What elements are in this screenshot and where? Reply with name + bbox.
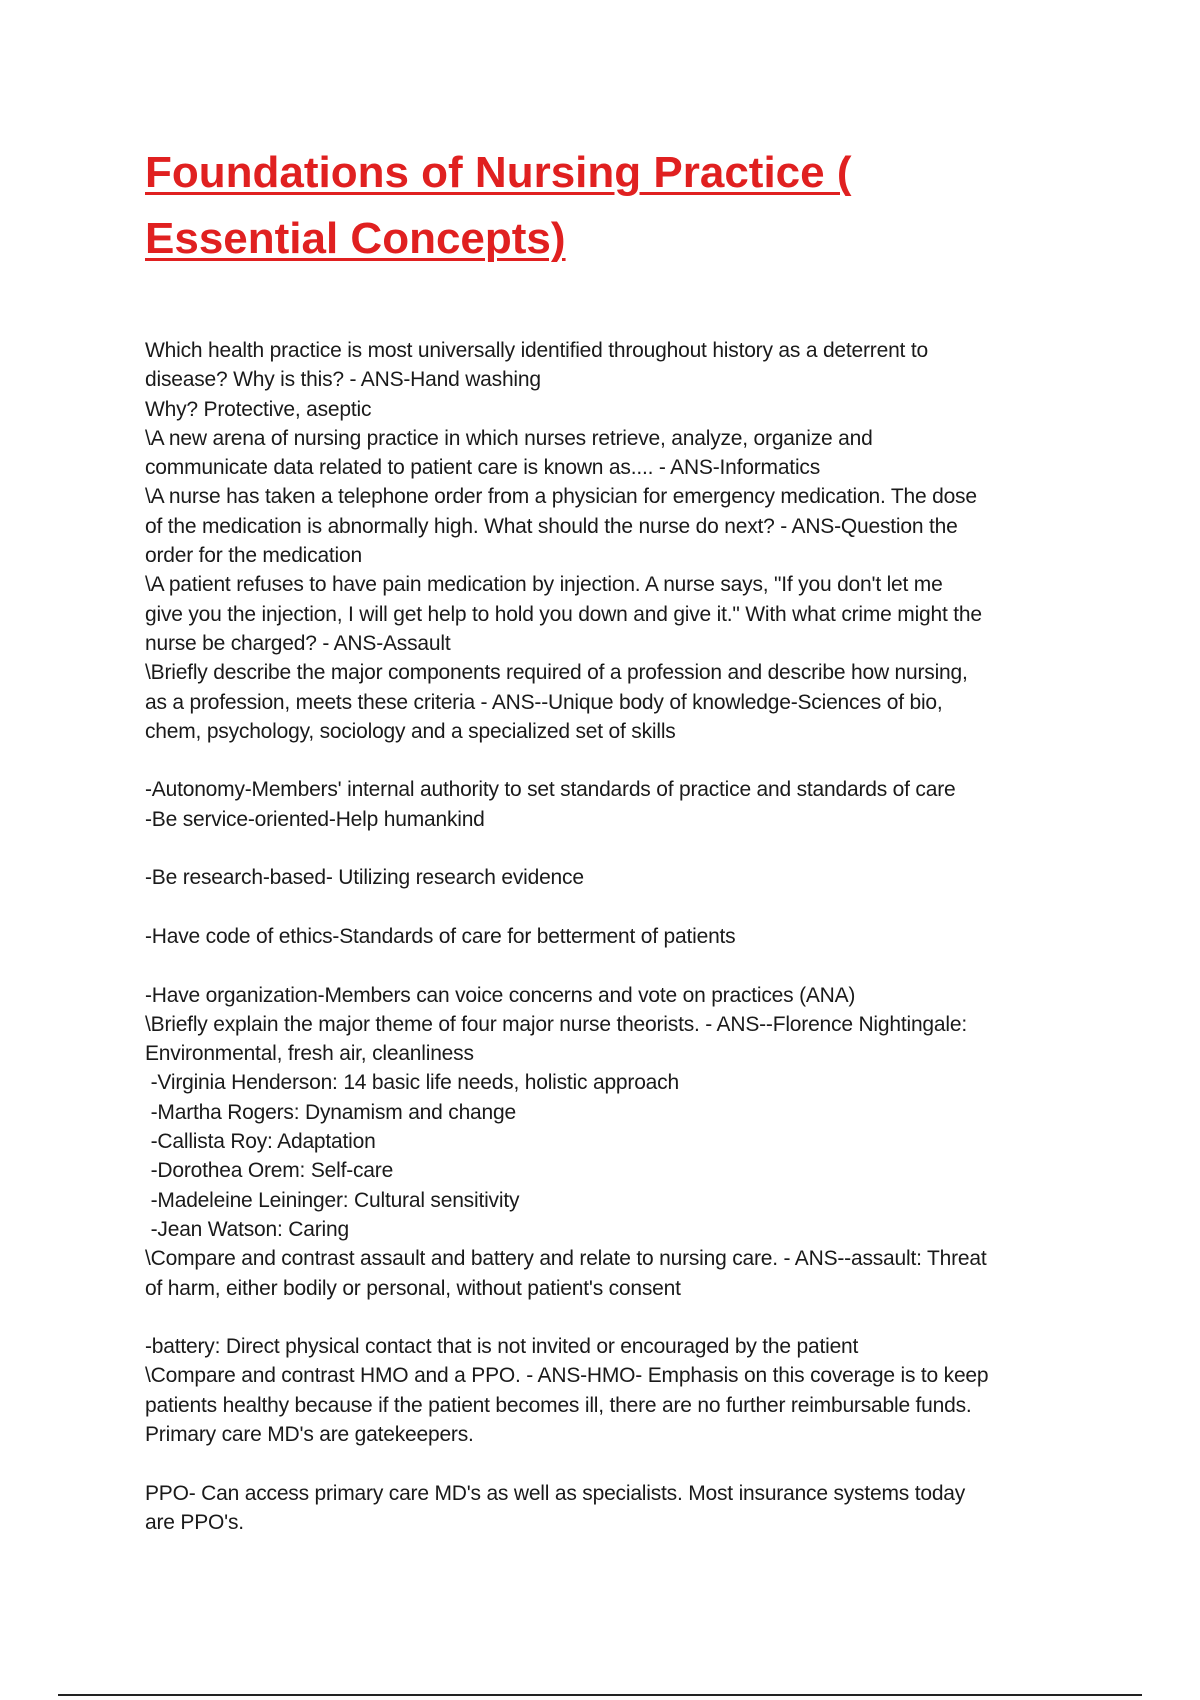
text-line: disease? Why is this? - ANS-Hand washing bbox=[145, 368, 541, 392]
text-line: -Jean Watson: Caring bbox=[145, 1217, 349, 1241]
text-line: -Have code of ethics-Standards of care for betterment of patients bbox=[145, 924, 736, 948]
text-line: \Briefly explain the major theme of four major nurse theorists. - ANS--Florence Nightingale: bbox=[145, 1012, 967, 1036]
document-title bbox=[145, 140, 1045, 272]
text-line: \A nurse has taken a telephone order from a physician for emergency medication. The dose bbox=[145, 485, 977, 509]
document-body bbox=[145, 336, 1065, 1537]
text-line: -Madeleine Leininger: Cultural sensitivity bbox=[145, 1188, 520, 1212]
text-line: -Be service-oriented-Help humankind bbox=[145, 807, 485, 831]
text-line: -Callista Roy: Adaptation bbox=[145, 1130, 376, 1154]
text-line: give you the injection, I will get help to hold you down and give it." With what crime might the bbox=[145, 602, 982, 626]
text-line: Why? Protective, aseptic bbox=[145, 397, 372, 421]
text-line: PPO- Can access primary care MD's as well as specialists. Most insurance systems today bbox=[145, 1481, 966, 1505]
text-line: Environmental, fresh air, cleanliness bbox=[145, 1042, 474, 1066]
text-line: are PPO's. bbox=[145, 1510, 244, 1534]
text-line: \Compare and contrast HMO and a PPO. - ANS-HMO- Emphasis on this coverage is to keep bbox=[145, 1364, 989, 1388]
text-line: \Briefly describe the major components required of a profession and describe how nursing, bbox=[145, 661, 968, 685]
text-line: -Dorothea Orem: Self-care bbox=[145, 1159, 394, 1183]
text-line: communicate data related to patient care is known as.... - ANS-Informatics bbox=[145, 456, 821, 480]
blank-line bbox=[145, 834, 1065, 863]
text-line: -Autonomy-Members' internal authority to set standards of practice and standards of care bbox=[145, 778, 956, 802]
text-line: patients healthy because if the patient becomes ill, there are no further reimbursable funds. bbox=[145, 1393, 972, 1417]
text-line: order for the medication bbox=[145, 544, 362, 568]
blank-line bbox=[145, 893, 1065, 922]
blank-line bbox=[145, 951, 1065, 980]
blank-line bbox=[145, 746, 1065, 775]
blank-line bbox=[145, 1303, 1065, 1332]
text-line: Which health practice is most universally identified throughout history as a deterrent to bbox=[145, 339, 928, 362]
text-line: \A new arena of nursing practice in which nurses retrieve, analyze, organize and bbox=[145, 426, 873, 450]
text-line: of harm, either bodily or personal, without patient's consent bbox=[145, 1276, 681, 1300]
title-line-1: Foundations of Nursing Practice ( bbox=[145, 148, 852, 197]
text-line: -Martha Rogers: Dynamism and change bbox=[145, 1100, 516, 1124]
blank-line bbox=[145, 1449, 1065, 1478]
text-line: \Compare and contrast assault and battery and relate to nursing care. - ANS--assault: Threat bbox=[145, 1247, 987, 1271]
text-line: -Be research-based- Utilizing research evidence bbox=[145, 866, 584, 890]
title-line-2: Essential Concepts) bbox=[145, 214, 566, 263]
text-line: chem, psychology, sociology and a specialized set of skills bbox=[145, 719, 676, 743]
footer-divider bbox=[58, 1694, 1142, 1696]
text-line: of the medication is abnormally high. What should the nurse do next? - ANS-Question the bbox=[145, 514, 958, 538]
text-line: -Have organization-Members can voice concerns and vote on practices (ANA) bbox=[145, 983, 856, 1007]
text-line: -Virginia Henderson: 14 basic life needs, holistic approach bbox=[145, 1071, 679, 1095]
text-line: -battery: Direct physical contact that is not invited or encouraged by the patient bbox=[145, 1335, 859, 1359]
text-line: as a profession, meets these criteria - ANS--Unique body of knowledge-Sciences of bio, bbox=[145, 690, 943, 714]
text-line: Primary care MD's are gatekeepers. bbox=[145, 1422, 474, 1446]
text-line: \A patient refuses to have pain medication by injection. A nurse says, "If you don't let me bbox=[145, 573, 943, 597]
text-line: nurse be charged? - ANS-Assault bbox=[145, 631, 451, 655]
